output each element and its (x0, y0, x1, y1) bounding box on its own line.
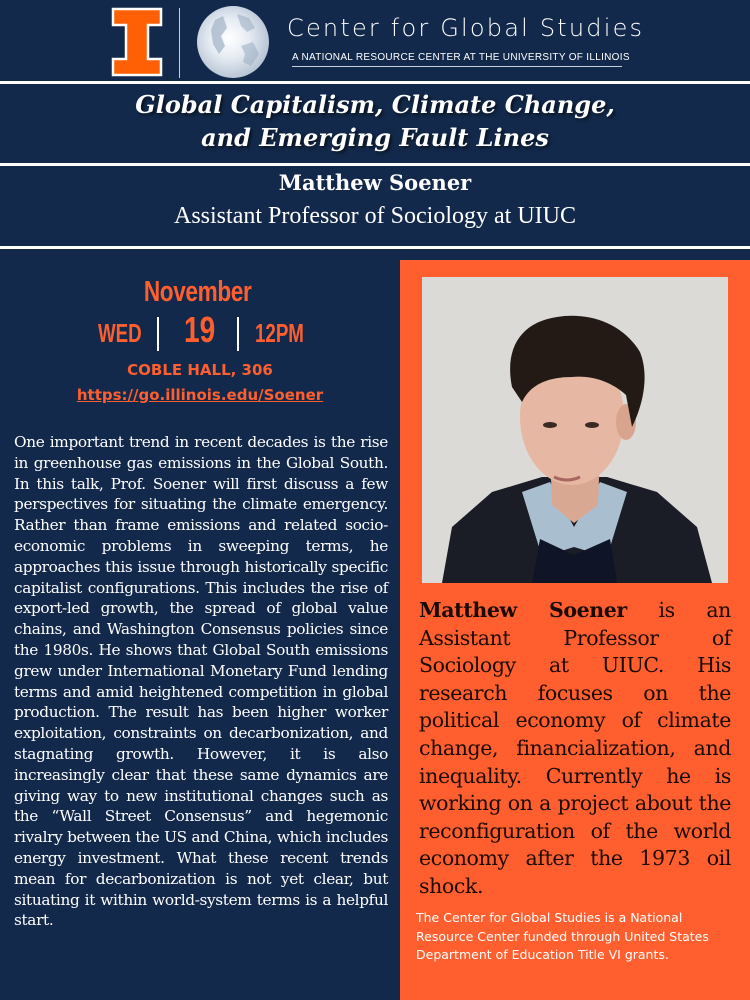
illinois-block-i-icon (111, 7, 163, 77)
bio-speaker-name: Matthew Soener (419, 598, 627, 622)
date-separator (237, 317, 239, 351)
speaker-name: Matthew Soener (278, 170, 472, 195)
date-separator (157, 317, 159, 351)
divider-rule (0, 81, 750, 84)
speaker-photo (422, 277, 728, 583)
event-title-line2: and Emerging Fault Lines (201, 123, 549, 152)
talk-abstract: One important trend in recent decades is the rise in greenhouse gas emissions in the Global South. In this talk, Prof. Soener will first discuss a few perspectives for situating the climate emergency. Rather than frame emissions and related socio-economic problems in sweeping terms, he approaches this issue through historically specific capitalist configurations. This includes the rise of export-led growth, the spread of global value chains, and Washington Consensus policies since the 1980s. He shows that Global South emissions grew under International Monetary Fund lending terms and amid heightened competition in global production. The result has been higher worker exploitation, constraints on decarbonization, and stagnating growth. However, it is also increasingly clear that these same dynamics are giving way to new institutional changes such as the “Wall Street Consensus” and hegemonic rivalry between the US and China, which includes energy investment. What these recent trends mean for decarbonization is not yet clear, but situating it within world-system terms is a helpful start. (14, 433, 388, 930)
org-subtitle: A NATIONAL RESOURCE CENTER AT THE UNIVERSITY OF ILLINOIS (292, 52, 630, 63)
event-title-line1: Global Capitalism, Climate Change, (135, 90, 615, 119)
event-registration-link[interactable]: https://go.illinois.edu/Soener (76, 386, 324, 404)
event-title (0, 88, 750, 154)
event-venue: COBLE HALL, 306 (127, 361, 273, 379)
org-name: Center for Global Studies (287, 14, 645, 42)
funding-note: The Center for Global Studies is a National Resource Center funded through United States Department of Education Title VI grants. (416, 910, 709, 962)
speaker-title: Assistant Professor of Sociology at UIUC (174, 203, 576, 229)
globe-icon (197, 6, 269, 78)
event-month: November (143, 276, 252, 308)
event-time: 12PM (255, 318, 304, 348)
bio-text: is an Assistant Professor of Sociology at UIUC. His research focuses on the political economy of climate change, financialization, and inequality. Currently he is working on a project about the reconfiguration of the world economy after the 1973 oil shock. (419, 598, 731, 898)
speaker-bio (419, 597, 731, 901)
event-day-number: 19 (184, 309, 216, 350)
event-day-name: WED (98, 318, 142, 348)
divider-rule (0, 163, 750, 166)
header-divider (179, 8, 180, 78)
org-underline (292, 66, 622, 67)
divider-rule (0, 246, 750, 249)
